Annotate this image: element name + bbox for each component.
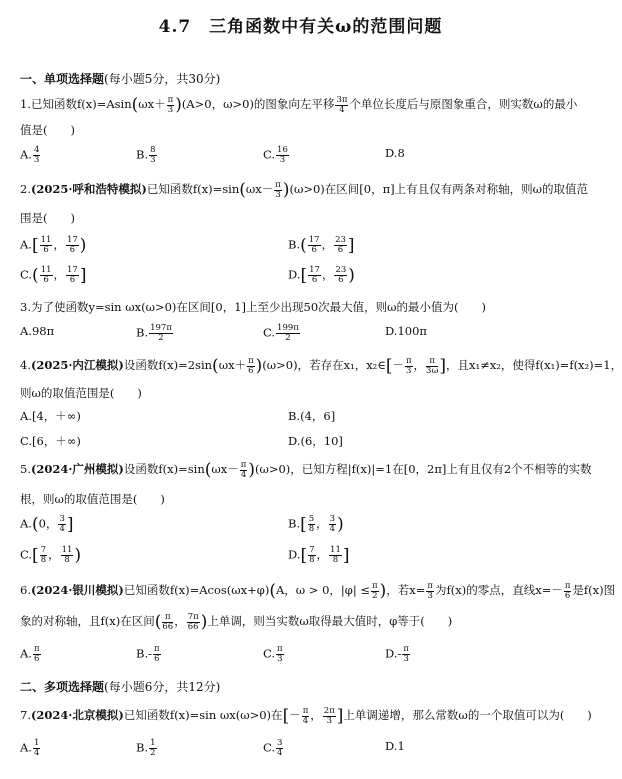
question-7-text: 7.(2024·北京模拟)已知函数f(x)=sin ωx(ω>0)在[－ $\frac{\pi}{4}$ ， $\frac{2\pi}{3}$ ]上单调递增，那么常数ω的一个取值可以为( ) — [20, 705, 592, 726]
question-1-text: 1.已知函数f(x)=Asin(ωx＋ $\frac{\pi}{3}$ )(A>0，ω>0)的图象向左平移 $\frac{3\pi}{4}$ 个单位长度后与原图象重合，则实数ω的最小 — [20, 94, 578, 115]
option-b[interactable]: B. $\frac{1}{2}$ — [136, 738, 156, 758]
question-7-options — [20, 739, 585, 761]
option-c[interactable]: C. $\frac{16}{3}$ — [263, 145, 288, 165]
question-4-text-cont: 则ω的取值范围是( ) — [20, 386, 142, 400]
question-5-text: 5.(2024·广州模拟)设函数f(x)=sin(ωx－ $\frac{\pi}{4}$ )(ω>0)，已知方程|f(x)|=1在[0，2π]上有且仅有2个不相等的实数 — [20, 459, 592, 480]
option-d[interactable]: D.- $\frac{\pi}{3}$ — [385, 644, 409, 664]
page-title: 4.7 三角函数中有关ω的范围问题 — [158, 17, 443, 37]
option-d[interactable]: D.1 — [385, 739, 405, 753]
option-b[interactable]: B.- $\frac{\pi}{6}$ — [136, 644, 160, 664]
question-3-options — [20, 324, 585, 346]
option-c[interactable]: C. $\frac{\pi}{3}$ — [263, 644, 283, 664]
option-d[interactable]: D.100π — [385, 324, 427, 338]
question-5-text-cont: 根，则ω的取值范围是( ) — [20, 492, 165, 506]
option-c[interactable]: C.[ $\frac{7}{8}$ ， $\frac{11}{8}$ ) — [20, 545, 82, 566]
question-4-options-row2 — [20, 433, 585, 455]
question-2-text-cont: 围是( ) — [20, 211, 75, 225]
question-2-options-row2 — [20, 266, 585, 288]
question-2-options-row1 — [20, 236, 585, 258]
option-b[interactable]: B.[ $\frac{5}{8}$ ， $\frac{3}{4}$ ) — [288, 514, 344, 535]
option-d[interactable]: D.8 — [385, 146, 405, 160]
question-1-options — [20, 146, 585, 168]
option-b[interactable]: B.(4，6] — [288, 409, 336, 423]
option-c[interactable]: C.( $\frac{11}{6}$ ， $\frac{17}{6}$ ] — [20, 265, 87, 286]
option-d[interactable]: D.[ $\frac{17}{6}$ ， $\frac{23}{6}$ ) — [288, 265, 355, 286]
option-a[interactable]: A. $\frac{\pi}{6}$ — [20, 644, 40, 664]
section-heading-multi-choice: 二、多项选择题(每小题6分，共12分) — [20, 680, 221, 694]
option-b[interactable]: B. $\frac{8}{3}$ — [136, 145, 156, 165]
option-a[interactable]: A.[ $\frac{11}{6}$ ， $\frac{17}{6}$ ) — [20, 235, 87, 256]
question-3-text: 3.为了使函数y=sin ωx(ω>0)在区间[0，1]上至少出现50次最大值，则ω的最小值为( ) — [20, 300, 486, 314]
option-c[interactable]: C. $\frac{3}{4}$ — [263, 738, 283, 758]
option-c[interactable]: C.[6，＋∞) — [20, 434, 81, 448]
question-2-text: 2.(2025·呼和浩特模拟)已知函数f(x)=sin(ωx－ $\frac{\pi}{3}$ )(ω>0)在区间[0，π]上有且仅有两条对称轴，则ω的取值范 — [20, 179, 589, 200]
section-heading-single-choice: 一、单项选择题(每小题5分，共30分) — [20, 72, 221, 86]
question-1-text-cont: 值是( ) — [20, 123, 75, 137]
question-6-options — [20, 645, 585, 667]
option-a[interactable]: A.(0， $\frac{3}{4}$ ] — [20, 514, 74, 535]
option-d[interactable]: D.[ $\frac{7}{8}$ ， $\frac{11}{8}$ ] — [288, 545, 350, 566]
question-6-text: 6.(2024·银川模拟)已知函数f(x)=Acos(ωx+φ)(A，ω > 0，|φ| ≤ $\frac{\pi}{2}$ )，若x= $\frac{\pi}{3}$ 为f(x)的零点，直线x=－ $\frac{\pi}{6}$ 是f(x)图 — [20, 580, 616, 601]
option-a[interactable]: A.98π — [20, 324, 55, 338]
question-4-text: 4.(2025·内江模拟)设函数f(x)=2sin(ωx＋ $\frac{\pi}{6}$ )(ω>0)，若存在x₁，x₂∈[－ $\frac{\pi}{3}$ ， $\frac{\pi}{3\omega}$ ]，且x₁≠x₂，使得f(x₁)=f(x₂)=1， — [20, 355, 622, 376]
question-4-options-row1 — [20, 408, 585, 430]
question-6-text-cont: 象的对称轴，且f(x)在区间( $\frac{\pi}{66}$ ， $\frac{7\pi}{66}$ )上单调，则当实数ω取得最大值时，φ等于( ) — [20, 611, 453, 632]
option-d[interactable]: D.(6，10] — [288, 434, 343, 448]
option-b[interactable]: B. $\frac{197\pi}{2}$ — [136, 323, 172, 343]
option-a[interactable]: A.[4，＋∞) — [20, 409, 81, 423]
question-5-options-row1 — [20, 515, 585, 537]
option-b[interactable]: B.( $\frac{17}{6}$ ， $\frac{23}{6}$ ] — [288, 235, 355, 256]
option-c[interactable]: C. $\frac{199\pi}{2}$ — [263, 323, 299, 343]
question-5-options-row2 — [20, 546, 585, 568]
option-a[interactable]: A. $\frac{4}{3}$ — [20, 145, 40, 165]
option-a[interactable]: A. $\frac{1}{4}$ — [20, 738, 40, 758]
